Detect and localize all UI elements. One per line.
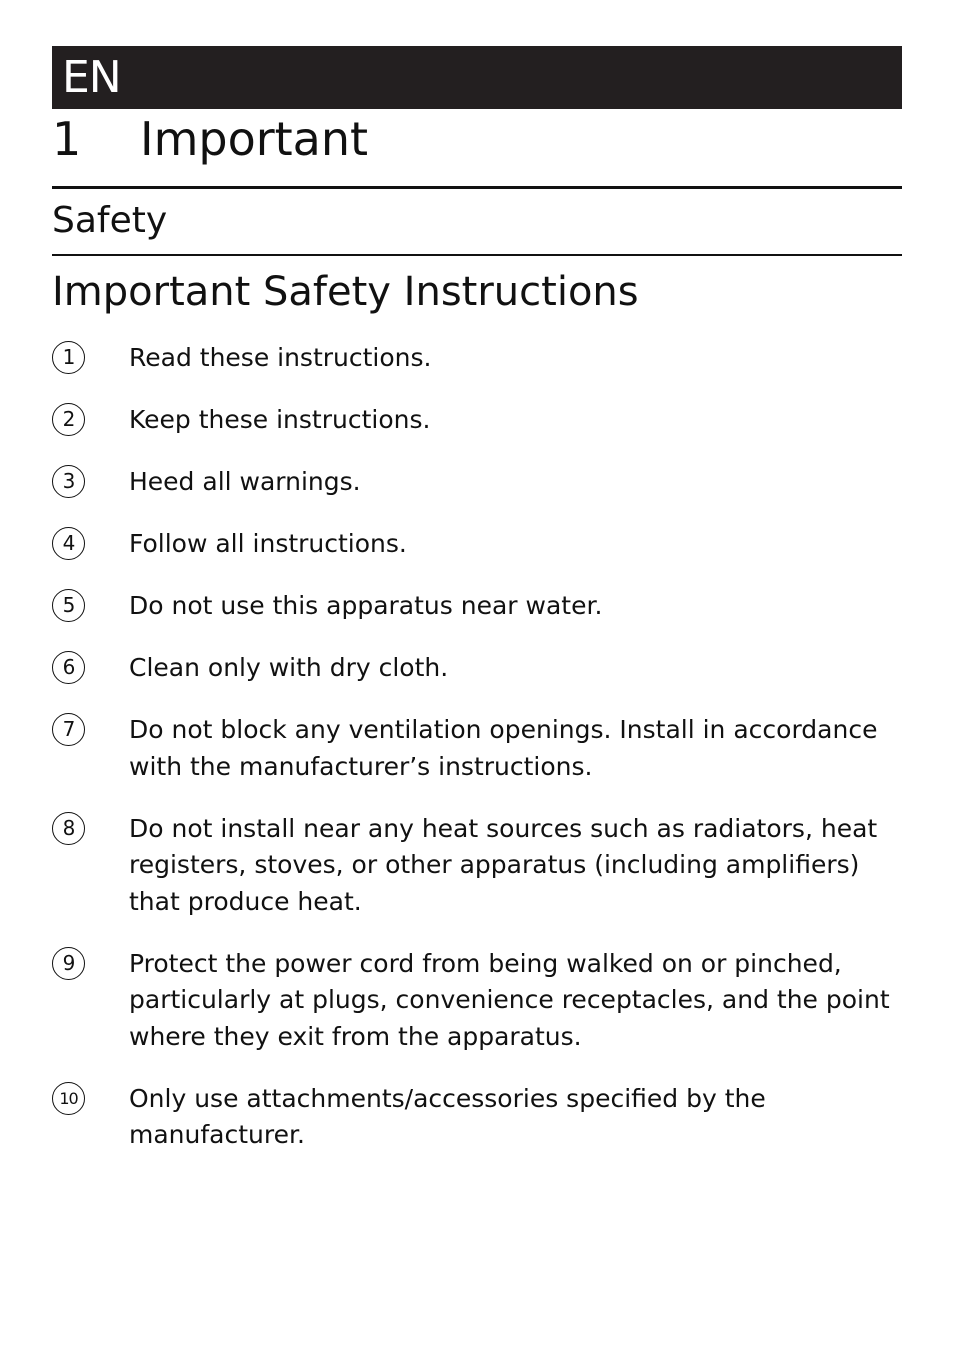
item-number-circle: 4 <box>52 527 85 560</box>
item-text: Heed all warnings. <box>129 467 361 496</box>
chapter-title <box>52 108 902 178</box>
list-item <box>52 811 902 921</box>
item-number-circle: 3 <box>52 465 85 498</box>
item-text: Only use attachments/accessories specified by the manufacturer. <box>129 1083 766 1149</box>
chapter-title-text: Important <box>140 112 369 166</box>
instructions-heading: Important Safety Instructions <box>52 269 639 315</box>
item-number-circle: 9 <box>52 947 85 980</box>
chapter-number: 1 <box>52 112 82 166</box>
item-number-circle: 2 <box>52 403 85 436</box>
list-item <box>52 1081 902 1154</box>
item-text: Do not block any ventilation openings. Install in accordance with the manufacturer’s instructions. <box>129 715 878 781</box>
instruction-list <box>52 340 902 1179</box>
item-number-circle: 8 <box>52 812 85 845</box>
language-tab: EN <box>52 46 902 109</box>
section-divider <box>52 254 902 256</box>
item-text: Do not use this apparatus near water. <box>129 591 603 620</box>
item-number-circle: 5 <box>52 589 85 622</box>
list-item <box>52 464 902 501</box>
item-number-circle: 1 <box>52 341 85 374</box>
item-text: Read these instructions. <box>129 343 432 372</box>
list-item <box>52 402 902 439</box>
section-title: Safety <box>52 200 168 241</box>
list-item <box>52 588 902 625</box>
item-text: Keep these instructions. <box>129 405 431 434</box>
item-text: Clean only with dry cloth. <box>129 653 449 682</box>
item-text: Protect the power cord from being walked on or pinched, particularly at plugs, convenience receptacles, and the point where they exit from the apparatus. <box>129 948 890 1051</box>
list-item <box>52 712 902 785</box>
item-text: Follow all instructions. <box>129 529 407 558</box>
item-number-circle: 10 <box>52 1082 85 1115</box>
list-item <box>52 650 902 687</box>
item-number-circle: 6 <box>52 651 85 684</box>
list-item <box>52 526 902 563</box>
item-text: Do not install near any heat sources such as radiators, heat registers, stoves, or other apparatus (including amplifiers) that produce heat. <box>129 813 878 916</box>
list-item <box>52 340 902 377</box>
chapter-divider <box>52 186 902 189</box>
item-number-circle: 7 <box>52 713 85 746</box>
list-item <box>52 946 902 1056</box>
